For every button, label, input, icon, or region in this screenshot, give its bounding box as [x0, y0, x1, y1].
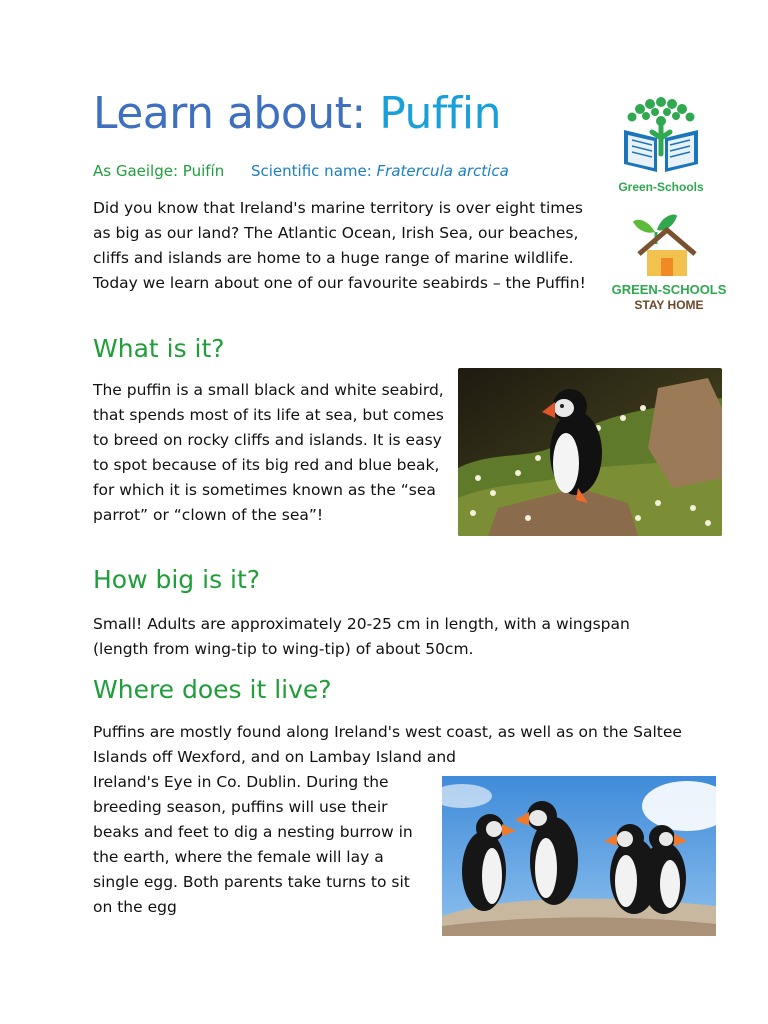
puffins-group-photo — [442, 776, 716, 936]
where-live-paragraph-intro: Puffins are mostly found along Ireland's west coast, as well as on the Saltee Islands off Wexford, and on Lambay Island and — [93, 723, 682, 766]
green-schools-icon — [602, 88, 720, 178]
scientific-name-value: Fratercula arctica — [376, 162, 509, 180]
green-schools-label: Green-Schools — [618, 180, 704, 194]
house-sprout-icon — [605, 210, 733, 278]
puffin-on-cliff-photo — [458, 368, 722, 536]
heading-where-live: Where does it live? — [93, 675, 332, 704]
heading-how-big: How big is it? — [93, 565, 261, 594]
green-schools-logo — [602, 88, 720, 200]
how-big-paragraph: Small! Adults are approximately 20-25 cm in length, with a wingspan (length from wing-tip to wing-tip) of about 50cm. — [93, 615, 630, 658]
puffins-group-image — [442, 776, 716, 936]
species-names — [93, 162, 509, 180]
stay-home-title: GREEN-SCHOOLS — [611, 282, 727, 297]
irish-name: As Gaeilge: Puifín — [93, 162, 225, 180]
puffin-cliff-image — [458, 368, 722, 536]
intro-paragraph: Did you know that Ireland's marine territory is over eight times as big as our land? The Atlantic Ocean, Irish Sea, our beaches, cliffs and islands are home to a huge range of marine wildlife. Today we learn about one of our favourite seabirds – the Puffin! — [93, 199, 586, 292]
scientific-name: Scientific name: Fratercula arctica — [251, 162, 509, 180]
stay-home-logo — [605, 210, 733, 320]
page-title: Learn about: Puffin — [93, 88, 501, 139]
heading-what-is-it: What is it? — [93, 334, 225, 363]
where-live-paragraph-wrap: Ireland's Eye in Co. Dublin. During the breeding season, puffins will use their beaks and feet to dig a nesting burrow in the earth, where the female will lay a single egg. Both parents take turns to sit on the egg — [93, 773, 413, 916]
title-subject: Puffin — [379, 88, 501, 139]
stay-home-subtitle: STAY HOME — [634, 298, 704, 312]
what-is-it-paragraph: The puffin is a small black and white seabird, that spends most of its life at sea, but comes to breed on rocky cliffs and islands. It is easy to spot because of its big red and blue beak, for which it is sometimes known as the “sea parrot” or “clown of the sea”! — [93, 381, 444, 524]
